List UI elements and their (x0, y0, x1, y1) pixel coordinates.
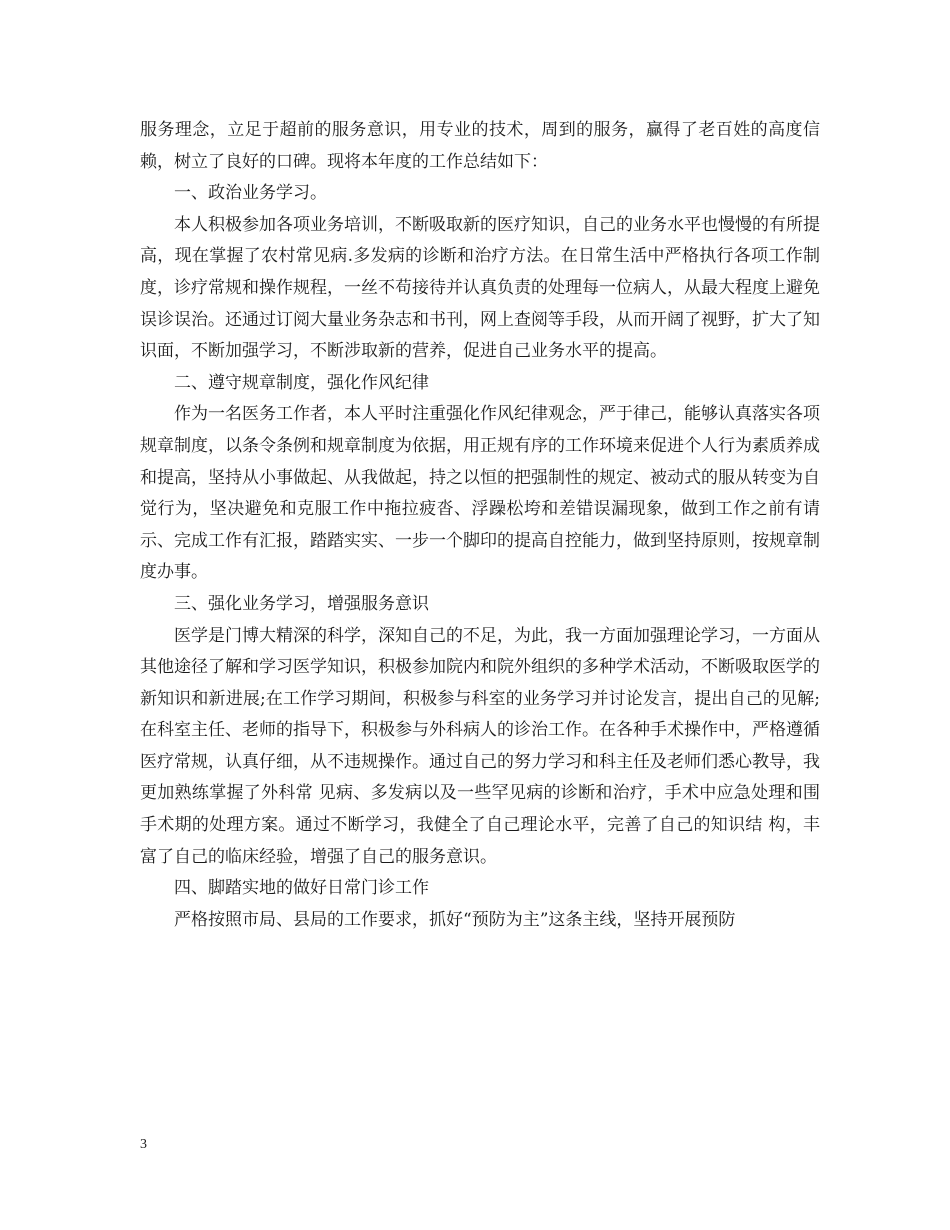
section-heading-1: 一、政治业务学习。 (174, 183, 327, 204)
paragraph-section-2: 作为一名医务工作者，本人平时注重强化作风纪律观念，严于律己，能够认真落实各项规章制度，以条令条例和规章制度为依据，用正规有序的工作环境来促进个人行为素质养成和提高，坚持从小事做起、从我做起，持之以恒的把强制性的规定、被动式的服从转变为自觉行为，坚决避免和克服工作中拖拉疲沓、浮躁松垮和差错误漏现象，做到工作之前有请示、完成工作有汇报，踏踏实实、一步一个脚印的提高自控能力，做到坚持原则，按规章制度办事。 (140, 404, 820, 583)
section-heading-3: 三、强化业务学习，增强服务意识 (174, 593, 429, 614)
section-heading-4: 四、脚踏实地的做好日常门诊工作 (174, 878, 429, 899)
paragraph-section-3: 医学是门博大精深的科学，深知自己的不足，为此，我一方面加强理论学习，一方面从其他途径了解和学习医学知识，积极参加院内和院外组织的多种学术活动，不断吸取医学的新知识和新进展;在工作学习期间，积极参与科室的业务学习并讨论发言，提出自己的见解;在科室主任、老师的指导下，积极参与外科病人的诊治工作。在各种手术操作中，严格遵循医疗常规，认真仔细，从不违规操作。通过自己的努力学习和科主任及老师们悉心教导，我更加熟练掌握了外科常 见病、多发病以及一些罕见病的诊断和治疗，手术中应急处理和围手术期的处理方案。通过不断学习，我健全了自己理论水平，完善了自己的知识结 构，丰富了自己的临床经验，增强了自己的服务意识。 (140, 625, 820, 867)
page-number: 3 (140, 1137, 147, 1152)
document-body (140, 115, 820, 936)
section-heading-2: 二、遵守规章制度，强化作风纪律 (174, 372, 429, 393)
paragraph-section-1: 本人积极参加各项业务培训，不断吸取新的医疗知识，自己的业务水平也慢慢的有所提高，现在掌握了农村常见病.多发病的诊断和治疗方法。在日常生活中严格执行各项工作制度，诊疗常规和操作规程，一丝不苟接待并认真负责的处理每一位病人，从最大程度上避免误诊误治。还通过订阅大量业务杂志和书刊，网上查阅等手段，从而开阔了视野，扩大了知识面，不断加强学习，不断涉取新的营养，促进自己业务水平的提高。 (140, 214, 820, 362)
paragraph-section-4: 严格按照市局、县局的工作要求，抓好“预防为主”这条主线，坚持开展预防 (174, 909, 736, 930)
paragraph-intro-continuation: 服务理念，立足于超前的服务意识，用专业的技术，周到的服务，赢得了老百姓的高度信赖，树立了良好的口碑。现将本年度的工作总结如下： (140, 120, 820, 172)
